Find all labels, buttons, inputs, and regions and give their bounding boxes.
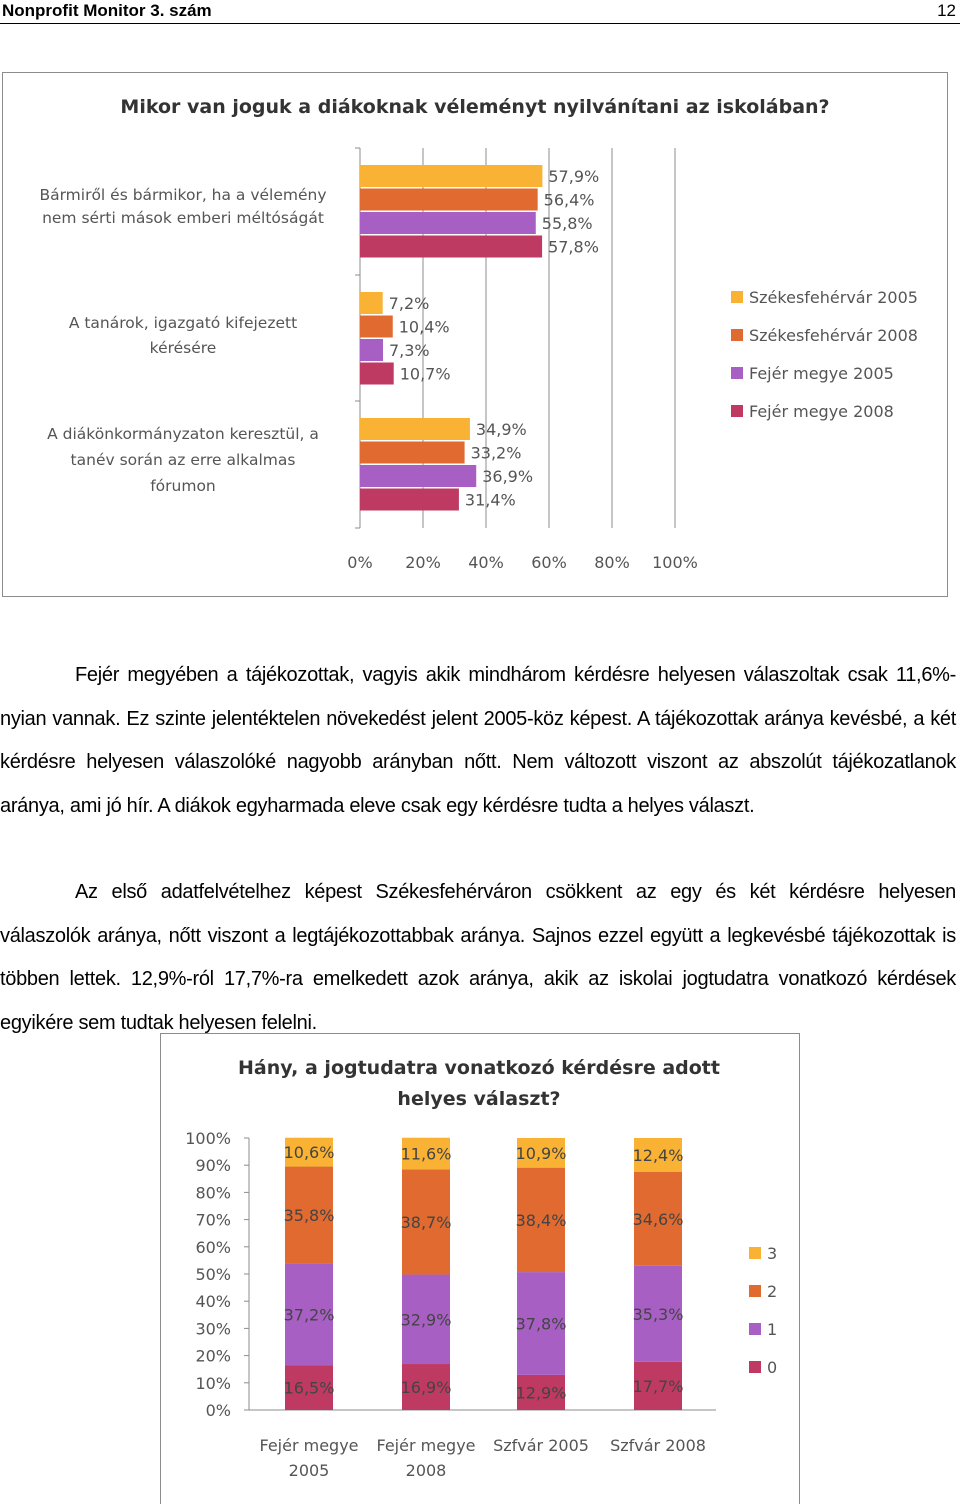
y-tick-label: 50% xyxy=(195,1265,231,1284)
opinion-rights-chart xyxy=(2,72,948,597)
bar xyxy=(360,165,542,187)
legend-swatch xyxy=(731,367,743,379)
category-label: A diákönkormányzaton keresztül, a xyxy=(47,425,319,443)
y-tick-label: 100% xyxy=(185,1129,231,1148)
category-label: Bármiről és bármikor, ha a vélemény xyxy=(39,186,327,204)
category-label: nem sérti mások emberi méltóságát xyxy=(42,209,324,227)
x-tick-label: 80% xyxy=(594,553,630,572)
legend-label: 1 xyxy=(767,1320,778,1339)
bar xyxy=(360,236,542,258)
bar xyxy=(360,442,465,464)
bar xyxy=(360,465,476,487)
x-category-label: 2005 xyxy=(288,1461,330,1480)
legend-label: Székesfehérvár 2005 xyxy=(749,288,918,307)
data-label: 12,4% xyxy=(632,1145,684,1165)
legend-label: Székesfehérvár 2008 xyxy=(749,326,918,345)
data-label: 35,8% xyxy=(283,1206,335,1226)
data-label: 38,7% xyxy=(400,1212,452,1232)
y-tick-label: 20% xyxy=(195,1346,231,1366)
legend-swatch xyxy=(731,405,743,417)
legend-label: Fejér megye 2005 xyxy=(749,364,894,383)
data-label: 31,4% xyxy=(464,490,516,510)
legend-swatch xyxy=(749,1323,761,1335)
bar xyxy=(360,489,459,511)
bar xyxy=(360,363,394,385)
legend-swatch xyxy=(749,1247,761,1259)
legend-swatch xyxy=(731,291,743,303)
bar xyxy=(360,212,536,234)
data-label: 37,8% xyxy=(515,1314,567,1334)
correct-answers-chart xyxy=(160,1033,800,1504)
legend-swatch xyxy=(749,1285,761,1297)
x-tick-label: 100% xyxy=(652,553,698,572)
x-tick-label: 0% xyxy=(347,553,373,572)
page-header xyxy=(0,0,960,24)
bar xyxy=(360,418,470,440)
y-tick-label: 60% xyxy=(195,1237,231,1257)
legend-swatch xyxy=(731,329,743,341)
legend-swatch xyxy=(749,1361,761,1373)
y-tick-label: 40% xyxy=(195,1292,231,1312)
bar xyxy=(360,316,393,338)
data-label: 10,7% xyxy=(399,364,451,384)
chart-title: Hány, a jogtudatra vonatkozó kérdésre adott xyxy=(238,1057,720,1079)
opinion-rights-chart-svg xyxy=(3,73,947,596)
data-label: 10,4% xyxy=(398,317,450,337)
y-tick-label: 90% xyxy=(195,1156,231,1176)
data-label: 38,4% xyxy=(515,1210,567,1230)
data-label: 33,2% xyxy=(470,443,522,463)
y-tick-label: 0% xyxy=(205,1401,231,1420)
category-label: tanév során az erre alkalmas xyxy=(70,451,296,469)
data-label: 55,8% xyxy=(541,214,593,233)
page-number: 12 xyxy=(937,1,956,20)
legend-label: 2 xyxy=(767,1282,778,1301)
chart-title: helyes választ? xyxy=(397,1088,561,1110)
data-label: 32,9% xyxy=(400,1310,452,1330)
data-label: 57,8% xyxy=(548,237,599,257)
y-tick-label: 30% xyxy=(195,1319,231,1339)
chart-title: Mikor van joguk a diákoknak véleményt nyilvánítani az iskolában? xyxy=(120,96,830,118)
data-label: 10,6% xyxy=(283,1143,335,1163)
data-label: 10,9% xyxy=(515,1143,567,1163)
x-category-label: 2008 xyxy=(405,1461,447,1480)
paragraph-1: Fejér megyében a tájékozottak, vagyis akik mindhárom kérdésre helyesen válaszoltak csak 11,6%-nyian vannak. Ez szinte jelentéktelen növekedést jelent 2005-köz képest. A tájékozottak aránya kevésbé, a két kérdésre helyesen válaszolóké nagyobb arányban nőtt. Nem változott viszont az abszolút tájékozatlanok aránya, ami jó hír. A diákok egyharmada eleve csak egy kérdésre tudta a helyes választ. xyxy=(0,664,956,817)
document-title: Nonprofit Monitor 3. szám xyxy=(2,1,212,20)
category-label: kérésére xyxy=(149,339,217,357)
data-label: 34,6% xyxy=(632,1209,684,1229)
y-tick-label: 70% xyxy=(195,1210,231,1230)
category-label: A tanárok, igazgató kifejezett xyxy=(68,314,298,332)
category-label: fórumon xyxy=(150,477,216,495)
correct-answers-chart-svg xyxy=(161,1034,799,1504)
x-category-label: Szfvár 2005 xyxy=(493,1436,589,1455)
data-label: 17,7% xyxy=(632,1376,684,1396)
legend-label: 3 xyxy=(767,1244,778,1263)
paragraph-2: Az első adatfelvételhez képest Székesfehérváron csökkent az egy és két kérdésre helyesen válaszolók aránya, nőtt viszont a legtájékozottabbak aránya. Sajnos ezzel együtt a legkevésbé tájékozottak is többen lettek. 12,9%-ról 17,7%-ra emelkedett azok aránya, akik az iskolai jogtudatra vonatkozó kérdések egyikére sem tudtak helyesen felelni. xyxy=(0,881,956,1034)
x-tick-label: 20% xyxy=(405,553,441,572)
bar xyxy=(360,189,538,211)
header-rule xyxy=(0,23,960,24)
x-tick-label: 60% xyxy=(531,553,567,572)
data-label: 16,5% xyxy=(283,1378,335,1398)
y-tick-label: 80% xyxy=(195,1183,231,1203)
data-label: 36,9% xyxy=(482,467,534,486)
bar xyxy=(360,339,383,361)
x-category-label: Fejér megye xyxy=(259,1436,359,1455)
data-label: 12,9% xyxy=(515,1383,567,1403)
legend-label: 0 xyxy=(767,1358,778,1377)
data-label: 11,6% xyxy=(400,1144,452,1164)
x-tick-label: 40% xyxy=(468,553,504,572)
bar xyxy=(360,292,383,314)
data-label: 37,2% xyxy=(283,1305,335,1325)
legend-label: Fejér megye 2008 xyxy=(749,402,894,421)
data-label: 57,9% xyxy=(548,167,600,186)
data-label: 7,3% xyxy=(388,341,430,360)
data-label: 34,9% xyxy=(475,420,527,439)
y-tick-label: 10% xyxy=(195,1373,231,1393)
data-label: 56,4% xyxy=(543,190,595,210)
data-label: 35,3% xyxy=(632,1304,684,1324)
data-label: 7,2% xyxy=(388,294,430,313)
data-label: 16,9% xyxy=(400,1378,452,1398)
x-category-label: Szfvár 2008 xyxy=(610,1436,706,1455)
x-category-label: Fejér megye xyxy=(376,1436,476,1455)
